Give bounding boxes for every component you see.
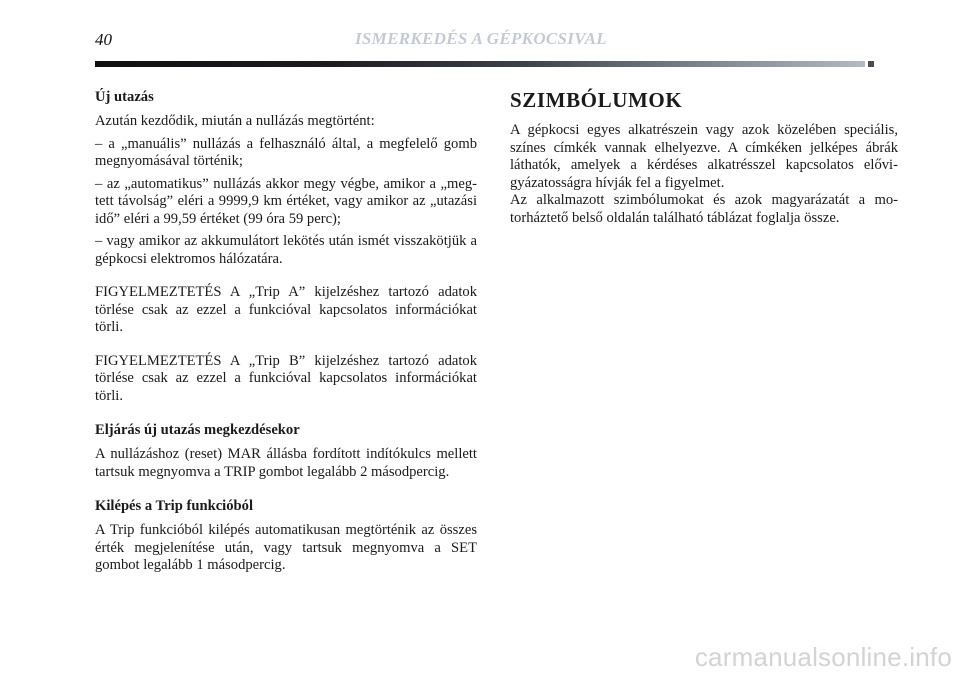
warning-trip-a: FIGYELMEZTETÉS A „Trip A” kijelzéshez tartozó adatok törlése csak az ezzel a funkcióval kapcsolatos információkat törli. <box>95 284 477 335</box>
watermark-text: carmanualsonline.info <box>694 642 952 672</box>
symbols-paragraph-1: A gépkocsi egyes alkatrészein vagy azok közelében speciális, színes címkék vannak elhelyezve. A címkéken jelképes ábrák láthatók, amelyek a kérdéses alkatrésszel kapcsolatos elővigyázatosságra hívják fel a figyelmet. <box>510 122 898 191</box>
procedure-text: A nullázáshoz (reset) MAR állásba fordított indítókulcs mellett tartsuk megnyomva a TRIP gombot legalább 2 másodpercig. <box>95 446 477 480</box>
procedure-heading: Eljárás új utazás megkezdésekor <box>95 422 300 438</box>
trip-item-automatic: – az „automatikus” nullázás akkor megy végbe, amikor a „megtett távolság” eléri a 9999,9 km értéket, vagy amikor az „utazási idő” eléri a 99,59 értéket (99 óra 59 perc); <box>95 175 477 227</box>
header-rule-end-block <box>868 61 874 67</box>
trip-heading: Új utazás <box>95 89 154 105</box>
running-header-title: ISMERKEDÉS A GÉPKOCSIVAL <box>355 29 607 48</box>
header-rule <box>95 61 865 67</box>
exit-text: A Trip funkcióból kilépés automatikusan megtörténik az összes érték megjelenítése után, vagy tartsuk megnyomva a SET gombot legalább 1 másodpercig. <box>95 522 477 573</box>
symbols-paragraph-2: Az alkalmazott szimbólumokat és azok magyarázatát a motorháztető belső oldalán található táblázat foglalja össze. <box>510 192 898 226</box>
right-column <box>510 88 898 227</box>
page-number: 40 <box>95 30 112 49</box>
left-column <box>95 88 477 575</box>
trip-item-battery: – vagy amikor az akkumulátort lekötés után ismét visszakötjük a gépkocsi elektromos hálózatára. <box>95 233 477 267</box>
warning-trip-b: FIGYELMEZTETÉS A „Trip B” kijelzéshez tartozó adatok törlése csak az ezzel a funkcióval kapcsolatos információkat törli. <box>95 352 477 404</box>
symbols-heading: SZIMBÓLUMOK <box>510 88 683 112</box>
trip-item-manual: – a „manuális” nullázás a felhasználó által, a megfelelő gomb megnyomásával történik; <box>95 135 477 169</box>
exit-heading: Kilépés a Trip funkcióból <box>95 498 253 514</box>
trip-intro: Azután kezdődik, miután a nullázás megtörtént: <box>95 113 375 129</box>
